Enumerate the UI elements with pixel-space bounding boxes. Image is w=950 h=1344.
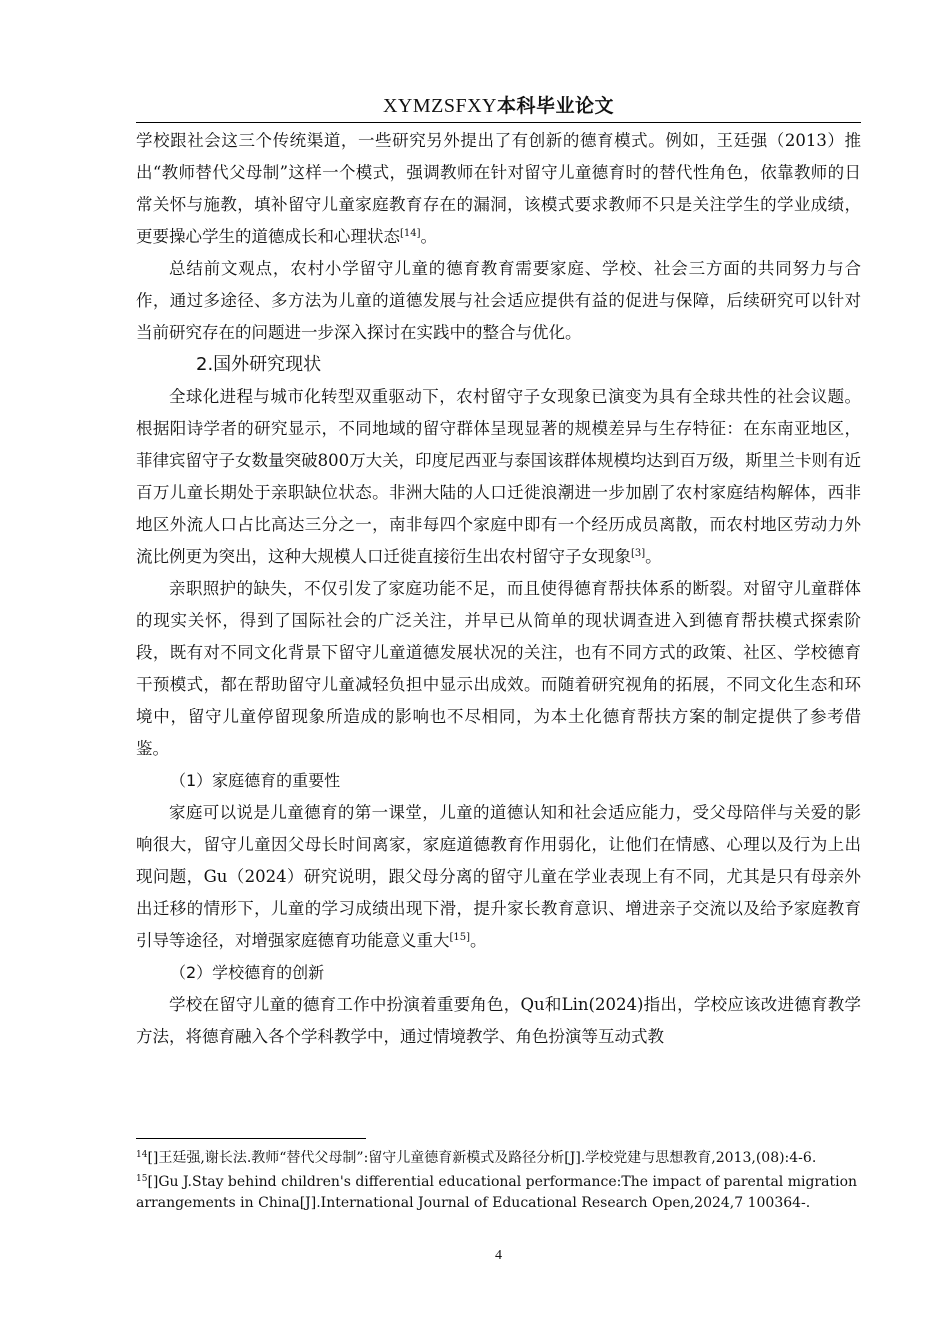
header-title: 本科毕业论文: [497, 95, 615, 117]
paragraph-5: [136, 797, 861, 957]
citation-3[interactable]: [3]: [631, 548, 646, 559]
paragraph-1-text: 学校跟社会这三个传统渠道，一些研究另外提出了有创新的德育模式。例如，王廷强（2013）推出“教师替代父母制”这样一个模式，强调教师在针对留守儿童德育时的替代性角色，依靠教师的日常关怀与施教，填补留守儿童家庭教育存在的漏洞，该模式要求教师不只是关注学生的学业成绩，更要操心学生的道德成长和心理状态: [136, 131, 861, 246]
footnote-14-mark: 14: [136, 1150, 148, 1160]
paragraph-4: 亲职照护的缺失，不仅引发了家庭功能不足，而且使得德育帮扶体系的断裂。对留守儿童群体的现实关怀，得到了国际社会的广泛关注，并早已从简单的现状调查进入到德育帮扶模式探索阶段，既有对不同文化背景下留守儿童道德发展状况的关注，也有不同方式的政策、社区、学校德育干预模式，都在帮助留守儿童减轻负担中显示出成效。而随着研究视角的拓展，不同文化生态和环境中，留守儿童停留现象所造成的影响也不尽相同，为本土化德育帮扶方案的制定提供了参考借鉴。: [136, 579, 861, 758]
paragraph-1: [136, 125, 861, 253]
page-header: [136, 92, 861, 120]
footnote-15-mark: 15: [136, 1174, 148, 1184]
paragraph-1-end: 。: [420, 227, 438, 246]
subheading-family-education: （1）家庭德育的重要性: [170, 771, 341, 790]
body-text: [136, 125, 861, 1053]
footnotes: [136, 1148, 861, 1217]
citation-15[interactable]: [15]: [449, 932, 471, 943]
subheading-school-education: （2）学校德育的创新: [170, 963, 325, 982]
paragraph-2: 总结前文观点，农村小学留守儿童的德育教育需要家庭、学校、社会三方面的共同努力与合作，通过多途径、多方法为儿童的道德发展与社会适应提供有益的促进与保障，后续研究可以针对当前研究存在的问题进一步深入探讨在实践中的整合与优化。: [136, 259, 861, 342]
paragraph-3: [136, 381, 861, 573]
footnote-separator: [136, 1138, 366, 1139]
header-rule: [136, 122, 861, 123]
paragraph-6: 学校在留守儿童的德育工作中扮演着重要角色，Qu和Lin(2024)指出，学校应该改进德育教学方法，将德育融入各个学科教学中，通过情境教学、角色扮演等互动式教: [136, 995, 861, 1046]
footnote-15: [136, 1172, 861, 1214]
section-heading-foreign-research: 2.国外研究现状: [196, 354, 322, 375]
page-number: 4: [495, 1248, 502, 1263]
footnote-15-text: []Gu J.Stay behind children's differential educational performance:The impact of parental migration arrangements in China[J].International Journal of Educational Research Open,2024,7 100364-.: [136, 1174, 858, 1211]
paragraph-5-text: 家庭可以说是儿童德育的第一课堂，儿童的道德认知和社会适应能力，受父母陪伴与关爱的影响很大，留守儿童因父母长时间离家，家庭道德教育作用弱化，让他们在情感、心理以及行为上出现问题，Gu（2024）研究说明，跟父母分离的留守儿童在学业表现上有不同，尤其是只有母亲外出迁移的情形下，儿童的学习成绩出现下滑，提升家长教育意识、增进亲子交流以及给予家庭教育引导等途径，对增强家庭德育功能意义重大: [136, 803, 861, 950]
paragraph-3-text: 全球化进程与城市化转型双重驱动下，农村留守子女现象已演变为具有全球共性的社会议题。根据阳诗学者的研究显示，不同地域的留守群体呈现显著的规模差异与生存特征：在东南亚地区，菲律宾留守子女数量突破800万大关，印度尼西亚与泰国该群体规模均达到百万级，斯里兰卡则有近百万儿童长期处于亲职缺位状态。非洲大陆的人口迁徙浪潮进一步加剧了农村家庭结构解体，西非地区外流人口占比高达三分之一，南非每四个家庭中即有一个经历成员离散，而农村地区劳动力外流比例更为突出，这种大规模人口迁徙直接衍生出农村留守子女现象: [136, 387, 861, 566]
header-latin: XYMZSFXY: [382, 95, 497, 117]
footnote-14-text: []王廷强,谢长法.教师“替代父母制”:留守儿童德育新模式及路径分析[J].学校党建与思想教育,2013,(08):4-6.: [147, 1150, 817, 1166]
citation-14[interactable]: [14]: [400, 228, 421, 239]
paragraph-5-end: 。: [470, 931, 487, 950]
footnote-14: [136, 1148, 861, 1169]
paragraph-3-end: 。: [645, 547, 662, 566]
